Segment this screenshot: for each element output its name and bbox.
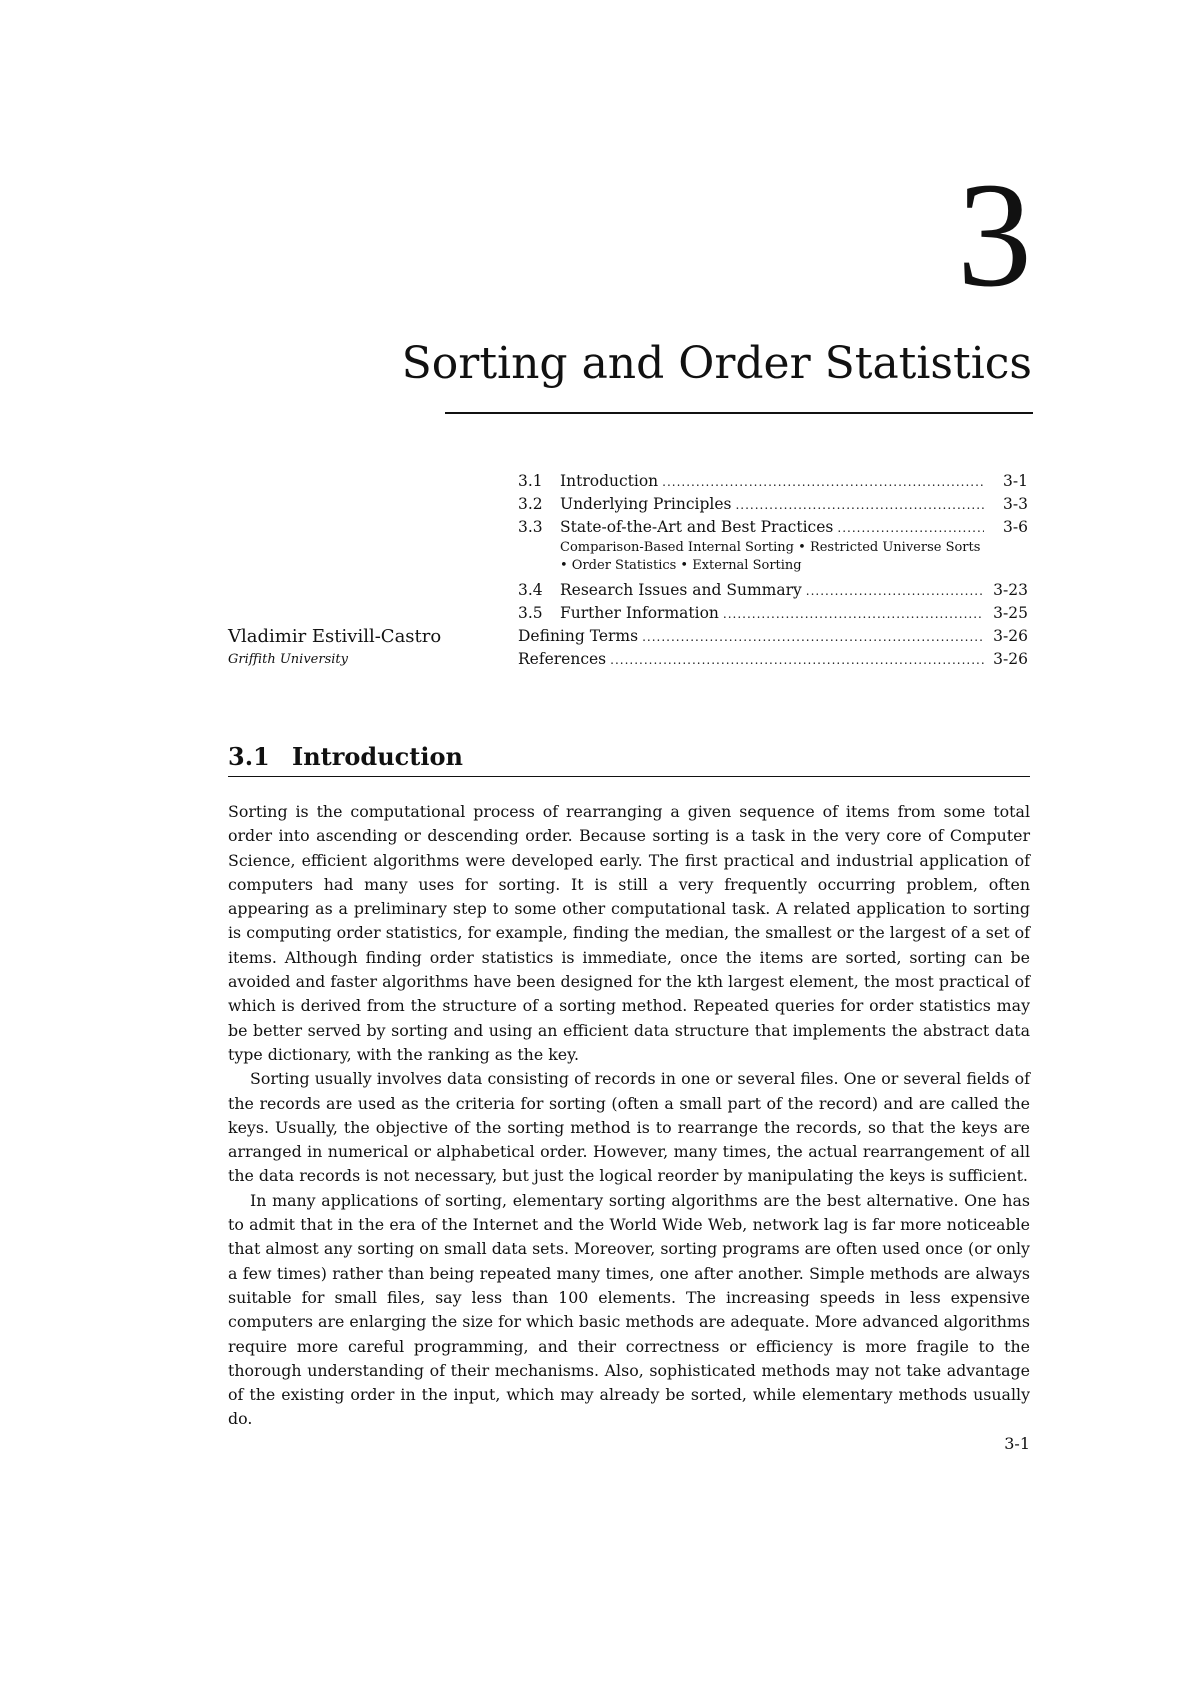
toc-item-label: Introduction — [560, 472, 659, 490]
toc-leader-dots — [662, 470, 984, 494]
toc-leader-dots — [806, 579, 984, 603]
chapter-title: Sorting and Order Statistics — [401, 338, 1032, 389]
title-rule — [445, 412, 1033, 414]
paragraph: In many applications of sorting, elementary sorting algorithms are the best alternative. One has to admit that in the era of the Internet and the World Wide Web, network lag is far more noticeable that almost any sorting on small data sets. Moreover, sorting programs are often used once (or only a few times) rather than being repeated many times, one after another. Simple methods are always suitable for small files, say less than 100 elements. The increasing speeds in less expensive computers are enlarging the size for which basic methods are adequate. More advanced algorithms require more careful programming, and their correctness or efficiency is more fragile to the thorough understanding of their mechanisms. Also, sophisticated methods may not take advantage of the existing order in the input, which may already be sorted, while elementary methods usually do. — [228, 1190, 1030, 1429]
section-number: 3.1 — [228, 742, 270, 771]
toc-item[interactable] — [518, 579, 1028, 602]
toc-item[interactable] — [518, 648, 1028, 671]
toc-item-page: 3-3 — [1003, 495, 1028, 513]
toc-item-page: 3-26 — [993, 650, 1028, 668]
toc-item-number: 3.4 — [518, 581, 543, 599]
toc-item-number: 3.3 — [518, 518, 543, 536]
paragraph: Sorting usually involves data consisting of records in one or several files. One or several fields of the records are used as the criteria for sorting (often a small part of the record) and are called the keys. Usually, the objective of the sorting method is to rearrange the records, so that the keys are arranged in numerical or alphabetical order. However, many times, the actual rearrangement of all the data records is not necessary, but just the logical reorder by manipulating the keys is sufficient. — [228, 1069, 1030, 1186]
toc-item-label: References — [518, 650, 607, 668]
section-title: Introduction — [292, 742, 463, 771]
toc-leader-dots — [735, 493, 984, 517]
toc-leader-dots — [837, 516, 984, 540]
chapter-number: 3 — [957, 152, 1032, 318]
toc-item-label: State-of-the-Art and Best Practices — [560, 518, 834, 536]
toc-item[interactable] — [518, 625, 1028, 648]
toc-item-number: 3.1 — [518, 472, 543, 490]
toc-item-page: 3-6 — [1003, 518, 1028, 536]
toc-item-label: Further Information — [560, 604, 719, 622]
toc-item-label: Underlying Principles — [560, 495, 732, 513]
paragraph: Sorting is the computational process of rearranging a given sequence of items from some total order into ascending or descending order. Because sorting is a task in the very core of Computer Science, efficient algorithms were developed early. The first practical and industrial application of computers had many uses for sorting. It is still a very frequently occurring problem, often appearing as a preliminary step to some other computational task. A related application to sorting is computing order statistics, for example, finding the median, the smallest or the largest of a set of items. Although finding order statistics is immediate, once the items are sorted, sorting can be avoided and faster algorithms have been designed for the kth largest element, the most practical of which is derived from the structure of a sorting method. Repeated queries for order statistics may be better served by sorting and using an efficient data structure that implements the abstract data type dictionary, with the ranking as the key. — [228, 802, 1030, 1064]
toc-item[interactable] — [518, 493, 1028, 516]
toc-item-page: 3-1 — [1003, 472, 1028, 490]
toc-item-number: 3.2 — [518, 495, 543, 513]
table-of-contents — [518, 470, 1028, 671]
toc-item-page: 3-23 — [993, 581, 1028, 599]
toc-leader-dots — [642, 625, 984, 649]
author-name: Vladimir Estivill-Castro — [228, 626, 442, 647]
toc-item-page: 3-25 — [993, 604, 1028, 622]
author-affiliation: Griffith University — [228, 652, 348, 667]
toc-leader-dots — [610, 648, 984, 672]
toc-item[interactable] — [518, 470, 1028, 493]
toc-item-number: 3.5 — [518, 604, 543, 622]
page-number: 3-1 — [1004, 1434, 1030, 1453]
toc-leader-dots — [723, 602, 984, 626]
section-heading — [228, 742, 1030, 777]
toc-item-label: Research Issues and Summary — [560, 581, 802, 599]
toc-item-page: 3-26 — [993, 627, 1028, 645]
toc-item[interactable] — [518, 516, 1028, 539]
toc-item[interactable] — [518, 602, 1028, 625]
toc-subsections: Comparison-Based Internal Sorting • Restricted Universe Sorts • Order Statistics • External Sorting — [560, 540, 981, 573]
body-text — [228, 800, 1030, 1432]
toc-item-label: Defining Terms — [518, 627, 639, 645]
author-block — [228, 626, 441, 670]
